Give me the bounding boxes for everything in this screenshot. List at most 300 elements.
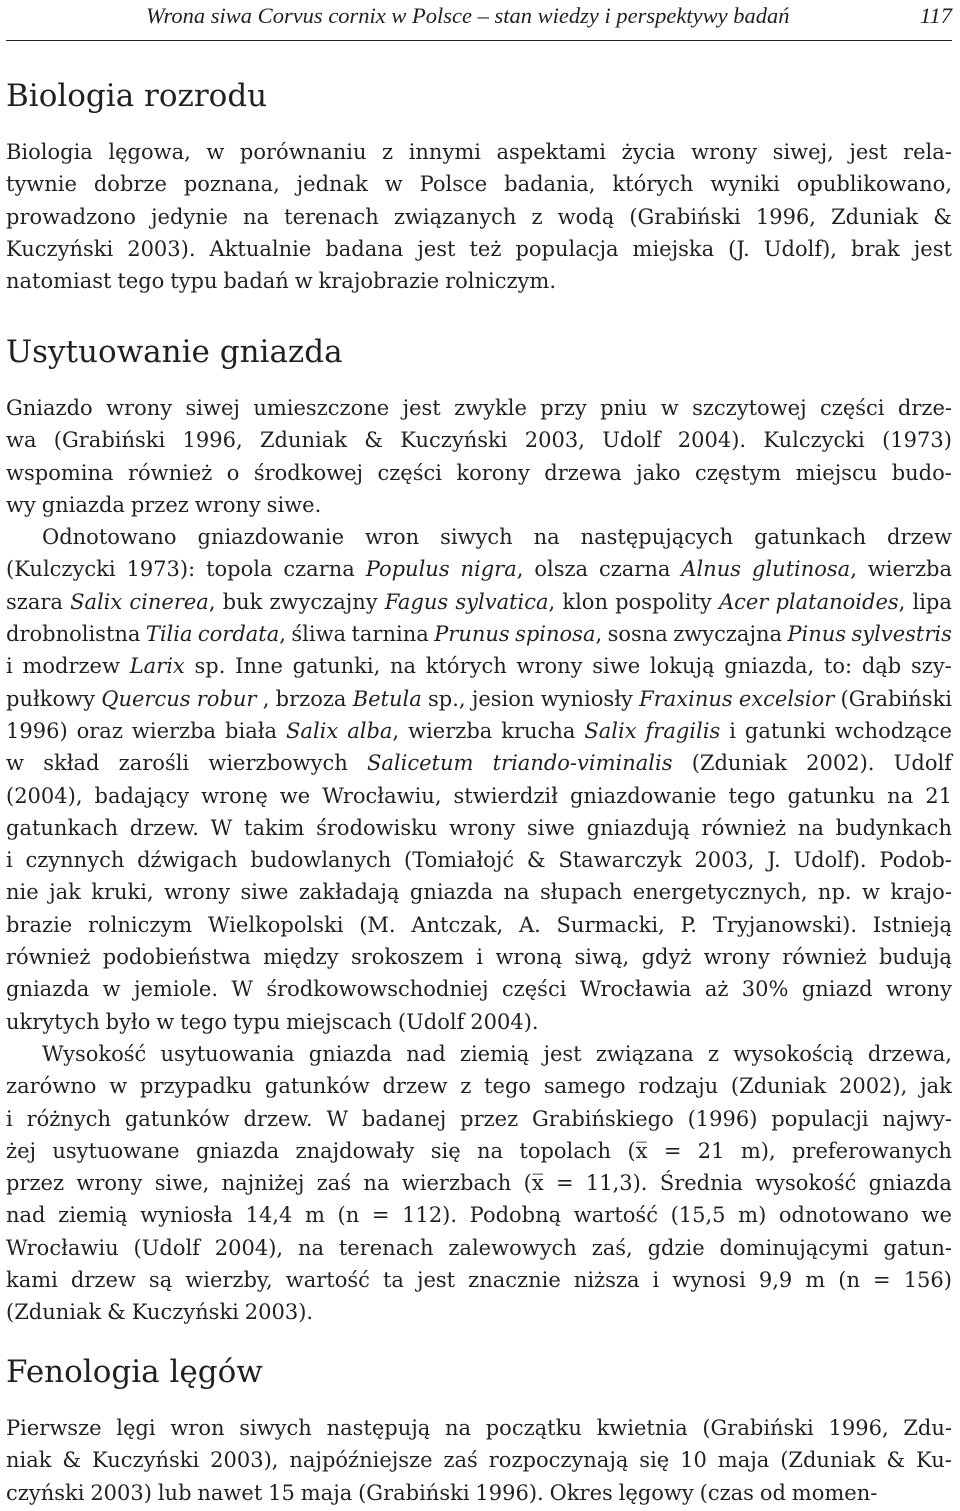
word: gdyż	[641, 945, 692, 970]
word: populacji	[771, 1106, 869, 1131]
word: gniazda	[868, 1171, 952, 1196]
word	[719, 586, 768, 618]
word: Średnia	[659, 1171, 743, 1196]
word: nie	[6, 880, 39, 905]
word: =	[873, 1268, 891, 1293]
word: 1996,	[755, 204, 816, 229]
word: Wrocławiu,	[322, 783, 442, 808]
word: niak	[6, 1448, 52, 1473]
word: innymi	[408, 140, 481, 164]
word: niższa	[573, 1268, 640, 1293]
word: Surmacki,	[556, 912, 665, 937]
word: ziemią	[459, 1041, 530, 1066]
word: maja	[717, 1448, 770, 1473]
taxon-name: glutinosa	[751, 557, 851, 582]
word: żej	[6, 1138, 37, 1163]
word: krucha	[501, 718, 576, 743]
word: Tryjanowski).	[712, 912, 858, 937]
word: (Tomiałojć	[404, 848, 515, 873]
word: są	[148, 1268, 173, 1293]
word: budują	[878, 945, 952, 970]
word: (Udolf	[133, 1235, 200, 1260]
word: biała	[225, 718, 278, 743]
word: w	[156, 1009, 175, 1034]
taxon-name: Populus	[365, 557, 450, 582]
word	[434, 618, 510, 650]
word: 11,3).	[585, 1171, 648, 1196]
word: pułkowy	[6, 686, 95, 711]
word: również	[701, 815, 787, 840]
word: W	[210, 815, 233, 840]
word: Wrocławia	[579, 977, 692, 1002]
word: J.	[767, 848, 781, 873]
word	[146, 618, 193, 650]
word: ta	[382, 1268, 404, 1293]
text-line	[6, 1006, 952, 1038]
word: między	[263, 945, 339, 970]
word: wron	[364, 525, 420, 550]
word: Gniazdo	[6, 396, 93, 420]
word: w	[109, 1074, 128, 1099]
word: ziemią	[58, 1203, 128, 1228]
word: śliwa	[291, 622, 347, 647]
word: zaś,	[591, 1235, 633, 1260]
word: maja	[300, 1480, 353, 1505]
word: natomiast	[6, 269, 112, 294]
word: kruki,	[91, 880, 154, 905]
word: gatunki,	[292, 654, 381, 679]
word: dobrze	[93, 172, 167, 197]
word: wierzba	[408, 718, 493, 743]
word: m	[805, 1268, 826, 1293]
word: lokują	[649, 654, 715, 679]
word: drzew.	[243, 1106, 313, 1131]
word: 1973):	[126, 557, 196, 582]
word: częstym	[694, 460, 782, 485]
word: środowisku	[316, 815, 438, 840]
word: aspektami	[496, 140, 606, 164]
word: których	[425, 654, 507, 679]
word: wrony	[106, 396, 173, 420]
taxon-name: sylvestris	[851, 622, 952, 647]
word: zaś	[316, 1171, 352, 1196]
word	[367, 747, 473, 779]
word: tywnie	[6, 172, 77, 197]
word: Odnotowano	[42, 525, 177, 550]
word: skład	[43, 751, 100, 776]
word: glutinosa,	[751, 557, 857, 582]
word: Inne	[235, 654, 283, 679]
text-line	[6, 1477, 952, 1509]
word: kami	[6, 1268, 58, 1293]
word: 1996).	[475, 1480, 544, 1505]
word: platanoides,	[775, 589, 906, 614]
word: korony	[456, 460, 530, 485]
word: części	[377, 460, 442, 485]
word: 2003)	[90, 1480, 152, 1505]
word: Wrocławiu	[6, 1235, 119, 1260]
word: wrony	[516, 654, 583, 679]
word: badanej	[361, 1106, 447, 1131]
word: (czas	[699, 1480, 754, 1505]
taxon-name: fragilis	[645, 718, 721, 743]
word: na	[389, 654, 417, 679]
word: (Grabiński	[358, 1480, 470, 1505]
word: gatunki	[744, 718, 826, 743]
word: alba,	[347, 718, 400, 743]
taxon-name: Alnus	[681, 557, 741, 582]
word: 156)	[903, 1268, 952, 1293]
word: wartość	[285, 1268, 370, 1293]
word: wa	[6, 428, 37, 453]
word: nad	[406, 1041, 446, 1066]
word: wy	[6, 492, 36, 517]
word: rodzaju	[638, 1074, 719, 1099]
word: gniazda	[409, 880, 494, 905]
word: Aktualnie	[209, 236, 312, 261]
word: nawet	[197, 1480, 263, 1505]
word: gniazda	[6, 977, 90, 1002]
text-line	[6, 1264, 952, 1296]
word: (2004),	[6, 783, 83, 808]
text-line	[6, 1135, 952, 1167]
word: znacznie	[468, 1268, 561, 1293]
running-header	[6, 2, 952, 32]
word: Stawarczyk	[558, 848, 682, 873]
word: jest	[849, 140, 888, 164]
word: różnych	[26, 1106, 111, 1131]
word: badający	[94, 783, 190, 808]
text-line	[6, 489, 952, 521]
word: odnotowano	[778, 1203, 909, 1228]
word: siwe.	[266, 492, 322, 517]
word: jemiole.	[133, 977, 218, 1002]
word: (Grabiński	[629, 204, 741, 229]
word: stwierdził	[453, 783, 558, 808]
text-line	[6, 941, 952, 973]
word: zarośli	[118, 751, 190, 776]
word	[353, 683, 422, 715]
paragraph	[6, 392, 952, 521]
section-heading-usytuowanie-gniazda: Usytuowanie gniazda	[6, 334, 343, 370]
word: czarna	[283, 557, 355, 582]
word: we	[921, 1203, 952, 1228]
word: tego	[728, 783, 776, 808]
word: siwą,	[574, 945, 630, 970]
word: 10	[680, 1448, 707, 1473]
word: Zduniak	[259, 428, 347, 453]
taxon-name: cinerea	[129, 589, 209, 614]
word: dźwigach	[137, 848, 238, 873]
word: 112).	[402, 1203, 458, 1228]
word: wierzbowych	[208, 751, 348, 776]
word: (Grabiński	[53, 428, 166, 453]
word: gatun-	[883, 1235, 952, 1260]
word: pniu	[600, 396, 648, 420]
word: &	[933, 204, 952, 229]
word: na	[363, 1171, 390, 1196]
word: 2003,	[524, 428, 585, 453]
word: w	[6, 751, 24, 776]
word: tarnina	[351, 622, 429, 647]
word: wyniosły	[540, 686, 633, 711]
word: na	[503, 880, 530, 905]
word: topola	[206, 557, 273, 582]
word: drzewa,	[867, 1041, 952, 1066]
taxon-name: sylvatica	[455, 589, 549, 614]
word: ,	[262, 686, 270, 711]
word: badań	[223, 269, 289, 294]
word: zalewowych	[448, 1235, 577, 1260]
text-line	[6, 683, 952, 715]
word: topolach	[519, 1138, 612, 1163]
word: związanych	[393, 204, 517, 229]
word: 2002).	[806, 751, 875, 776]
text-line	[6, 1103, 952, 1135]
word: &	[526, 848, 546, 873]
word: gatunków	[264, 1074, 370, 1099]
word: wierzba	[131, 718, 217, 743]
word: gatunków	[124, 1106, 230, 1131]
word: populacja	[515, 236, 619, 261]
word: gniazda	[195, 1138, 280, 1163]
word: i	[6, 654, 13, 679]
word: początku	[485, 1416, 582, 1440]
word: nad	[6, 1203, 46, 1228]
word: z	[382, 140, 394, 164]
word: i	[6, 848, 13, 873]
word: 21	[697, 1138, 725, 1163]
word: &	[62, 1448, 82, 1473]
word: 2002),	[838, 1074, 908, 1099]
word	[130, 650, 185, 682]
word: zarówno	[6, 1074, 97, 1099]
text-line	[6, 747, 952, 779]
word: (Grabiński	[840, 686, 952, 711]
taxon-name: excelsior	[738, 686, 835, 711]
word: badania,	[504, 172, 596, 197]
word: opublikowano,	[796, 172, 952, 197]
word: i	[652, 1268, 660, 1293]
word: 1996,	[182, 428, 243, 453]
word: rozpoczynają	[488, 1448, 629, 1473]
word: również	[6, 945, 91, 970]
header-rule	[6, 40, 952, 41]
word: czarna	[598, 557, 671, 582]
word: gniazda	[308, 1041, 392, 1066]
word: (Kulczycki	[6, 557, 116, 582]
word: aż	[704, 977, 729, 1002]
word	[646, 715, 721, 747]
word: gatunkach	[754, 525, 867, 550]
word: siwe,	[154, 1171, 210, 1196]
word: Wysokość	[42, 1041, 147, 1066]
paragraph	[6, 1038, 952, 1329]
word: Biologia	[6, 140, 93, 164]
word: takim	[244, 815, 305, 840]
word: siwych	[239, 1416, 312, 1440]
text-line	[6, 457, 952, 489]
word: czynnych	[25, 848, 125, 873]
word: 2003).	[244, 1300, 314, 1325]
word: 2004).	[470, 1009, 539, 1034]
word: porównaniu	[239, 140, 367, 164]
word: spinosa,	[515, 622, 603, 647]
word: wierzba	[867, 557, 952, 582]
word: energetycznych,	[632, 880, 808, 905]
word: Kuczyński	[131, 1300, 239, 1325]
word: przez	[6, 1171, 65, 1196]
text-line	[6, 1444, 952, 1476]
word: drzew.	[129, 815, 199, 840]
word: środkowowschodniej	[266, 977, 489, 1002]
word: (15,5	[670, 1203, 726, 1228]
word: Udolf	[602, 428, 661, 453]
word: na	[444, 1416, 472, 1440]
word: przez	[460, 1106, 519, 1131]
word: usytuowane	[52, 1138, 180, 1163]
taxon-name: Pinus	[787, 622, 847, 647]
text-line	[6, 136, 952, 168]
word: 2003),	[210, 1448, 279, 1473]
word: klon	[562, 589, 608, 614]
word: wrony	[703, 945, 770, 970]
taxon-name: Quercus	[101, 686, 191, 711]
word: (Zduniak	[691, 751, 787, 776]
word: najpóźniejsze	[289, 1448, 433, 1473]
word: nigra,	[460, 557, 524, 582]
word	[286, 715, 338, 747]
word: ukrytych	[6, 1009, 100, 1034]
word: (M.	[359, 912, 396, 937]
word: dąb	[861, 654, 902, 679]
section-heading-fenologia-legow: Fenologia lęgów	[6, 1354, 263, 1390]
text-line	[6, 780, 952, 812]
word: wspomina	[6, 460, 114, 485]
word: (Zduniak	[780, 1448, 876, 1473]
word: momen-	[791, 1480, 878, 1505]
text-line	[6, 424, 952, 456]
taxon-name: triando-viminalis	[492, 751, 673, 776]
word	[101, 683, 190, 715]
word: (1996)	[687, 1106, 758, 1131]
word	[787, 618, 846, 650]
running-title: Wrona siwa Corvus cornix w Polsce – stan wiedzy i perspektywy badań	[146, 3, 790, 28]
word: następujących	[580, 525, 734, 550]
word: następują	[326, 1416, 431, 1440]
word: najniżej	[221, 1171, 305, 1196]
word: jest	[417, 236, 456, 261]
word: jedynie	[151, 204, 228, 229]
word: części	[820, 396, 885, 420]
word: rolniczym	[87, 912, 193, 937]
word: czyński	[6, 1480, 85, 1505]
word: typu	[232, 1009, 281, 1034]
word: sosna	[607, 622, 668, 647]
text-line	[6, 973, 952, 1005]
word: wrony	[76, 1171, 143, 1196]
word: 15	[268, 1480, 295, 1505]
word: w	[861, 880, 880, 905]
word: 9,9	[758, 1268, 793, 1293]
text-line	[6, 844, 952, 876]
word: się	[639, 1448, 670, 1473]
text-line	[6, 392, 952, 424]
word: 1996,	[828, 1416, 889, 1440]
word: A.	[518, 912, 541, 937]
word: pospolity	[615, 589, 712, 614]
word: wysokością	[733, 1041, 854, 1066]
word: buk	[222, 589, 263, 614]
text-line	[6, 1038, 952, 1070]
taxon-name: spinosa	[515, 622, 596, 647]
word: jest	[543, 1041, 582, 1066]
word: Wielkopolski	[207, 912, 344, 937]
word: brak	[851, 236, 900, 261]
word: cinerea,	[129, 589, 216, 614]
word: wchodzące	[834, 718, 952, 743]
word: z	[531, 204, 543, 229]
word: też	[469, 236, 502, 261]
word: siwe	[592, 654, 641, 679]
word: siwej,	[772, 140, 834, 164]
word: drzewa	[544, 460, 622, 485]
text-line	[6, 265, 952, 297]
word: terenach	[284, 204, 379, 229]
section-body-fenologia-legow	[6, 1412, 952, 1509]
word: we	[279, 783, 311, 808]
word: gniazdowanie	[197, 525, 345, 550]
word: przez	[130, 492, 189, 517]
word: gniazd	[801, 977, 873, 1002]
word: tego	[117, 269, 165, 294]
word: sp.	[194, 654, 226, 679]
word: 30%	[741, 977, 789, 1002]
word: wroną	[495, 945, 563, 970]
word: Polsce	[419, 172, 488, 197]
word: w	[660, 396, 679, 420]
word: 2003,	[694, 848, 755, 873]
word: &	[886, 1448, 906, 1473]
word: w	[384, 172, 403, 197]
word: Udolf),	[763, 236, 837, 261]
word: lęgi	[116, 1416, 156, 1440]
word: zwyczajna	[673, 622, 783, 647]
text-line	[6, 876, 952, 908]
taxon-name: Fagus	[384, 589, 449, 614]
word: P.	[680, 912, 698, 937]
word: =	[371, 1203, 390, 1228]
text-line	[6, 1296, 952, 1328]
text-line	[6, 233, 952, 265]
word: 2004),	[214, 1235, 284, 1260]
word: słupach	[539, 880, 623, 905]
section-heading-biologia-rozrodu: Biologia rozrodu	[6, 78, 268, 114]
word: budynkach	[835, 815, 952, 840]
text-line	[6, 1232, 952, 1264]
word: dominującymi	[719, 1235, 869, 1260]
word: (x̅	[523, 1171, 544, 1196]
taxon-name: Acer	[718, 589, 769, 614]
word: wierzbach	[401, 1171, 512, 1196]
word: Udolf	[893, 751, 952, 776]
word: jako	[636, 460, 681, 485]
word: gniazdowanie	[569, 783, 717, 808]
word: budo-	[891, 460, 952, 485]
paragraph	[6, 1412, 952, 1509]
word: szy-	[910, 654, 952, 679]
word	[739, 683, 834, 715]
